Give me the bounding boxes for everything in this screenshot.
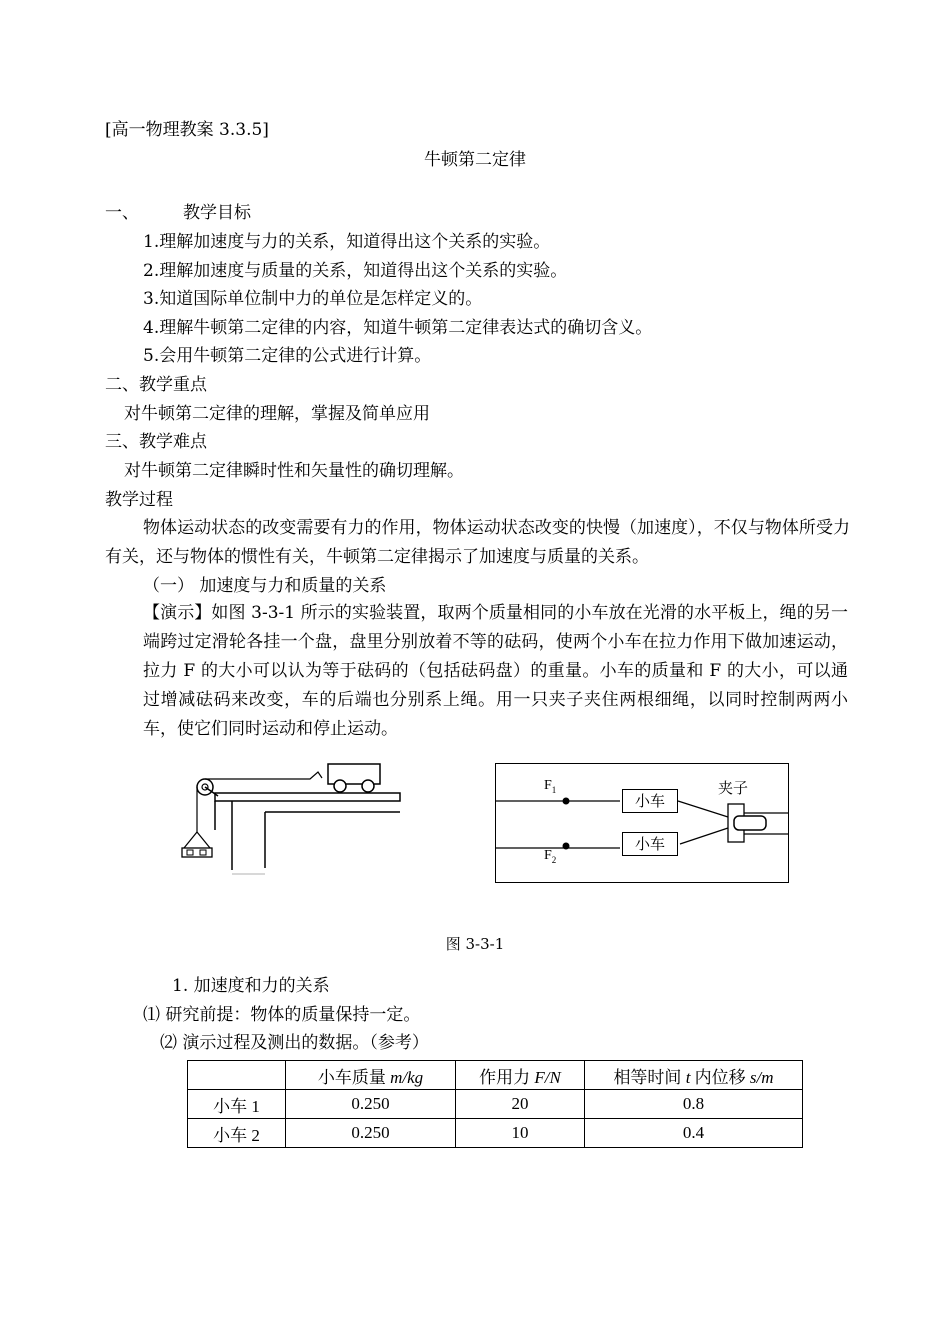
header-force-text: 作用力 — [479, 1067, 535, 1087]
header-mass-text: 小车质量 — [317, 1067, 391, 1087]
header-mass-unit: m/kg — [390, 1067, 424, 1087]
page-title-text: 牛顿第二定律 — [424, 150, 526, 170]
header-displacement — [585, 1061, 803, 1090]
table-row — [188, 1119, 803, 1148]
figure-caption-text: 图 3-3-1 — [445, 935, 505, 953]
process-intro: 物体运动状态的改变需要有力的作用，物体运动状态改变的快慢（加速度），不仅与物体所受力有关，还与物体的惯性有关，牛顿第二定律揭示了加速度与质量的关系。 — [105, 518, 850, 567]
table-top — [215, 793, 400, 801]
sub-heading: （一） 加速度与力和质量的关系 — [143, 576, 387, 596]
section3-body: 对牛顿第二定律瞬时性和矢量性的确切理解。 — [124, 461, 464, 481]
top-view-diagram — [495, 763, 789, 883]
table-row — [188, 1090, 803, 1119]
cell-displacement: 0.8 — [585, 1090, 803, 1119]
header-mass — [286, 1061, 456, 1090]
force-label-f1 — [544, 778, 556, 795]
header-disp-unit: s/m — [749, 1067, 774, 1087]
figure-caption — [0, 933, 950, 954]
demo-data-text: ⑵ 演示过程及测出的数据。（参考） — [160, 1033, 429, 1053]
clamp-label: 夹子 — [718, 779, 749, 797]
objective-item: 3.知道国际单位制中力的单位是怎样定义的。 — [143, 289, 483, 309]
objective-item: 2.理解加速度与质量的关系，知道得出这个关系的实验。 — [143, 261, 568, 281]
cart-2-box — [622, 832, 678, 856]
objective-item: 5.会用牛顿第二定律的公式进行计算。 — [143, 346, 432, 366]
subsection1-heading: 1. 加速度和力的关系 — [172, 976, 330, 996]
data-table — [187, 1060, 803, 1148]
string-knot-2 — [563, 843, 570, 850]
cart-1-box — [622, 789, 678, 813]
cell-force: 10 — [456, 1119, 585, 1148]
cell-name: 小车 1 — [188, 1090, 286, 1119]
f2-text: F — [544, 848, 552, 863]
header-disp-mid: 内位移 — [690, 1067, 750, 1087]
cart-2-label: 小车 — [634, 835, 665, 853]
header-empty — [188, 1061, 286, 1090]
f2-subscript: 2 — [551, 854, 557, 865]
section1-title: 教学目标 — [183, 203, 251, 223]
header-force-unit: F/N — [534, 1067, 561, 1087]
cell-force: 20 — [456, 1090, 585, 1119]
string — [205, 772, 322, 779]
table-header-row — [188, 1061, 803, 1090]
pulley-apparatus-diagram — [170, 750, 410, 880]
cell-displacement: 0.4 — [585, 1119, 803, 1148]
premise-text: ⑴ 研究前提：物体的质量保持一定。 — [143, 1005, 421, 1025]
section2-body: 对牛顿第二定律的理解，掌握及简单应用 — [124, 404, 430, 424]
objective-item: 4.理解牛顿第二定律的内容，知道牛顿第二定律表达式的确切含义。 — [143, 318, 653, 338]
demo-paragraph: 【演示】如图 3-3-1 所示的实验装置，取两个质量相同的小车放在光滑的水平板上，绳的另一端跨过定滑轮各挂一个盘，盘里分别放着不等的砝码，使两个小车在拉力作用下做加速运动，拉力 F 的大小可以认为等于砝码的（包括砝码盘）的重量。小车的质量和 F 的大小，可以通过增减砝码来改变，车的后端也分别系上绳。用一只夹子夹住两根细绳，以同时控制两两小车，使它们同时运动和停止运动。 — [143, 603, 848, 739]
objective-item: 1.理解加速度与力的关系，知道得出这个关系的实验。 — [143, 232, 551, 252]
header-disp-text: 相等时间 — [613, 1067, 686, 1087]
cart-1-label: 小车 — [634, 792, 665, 810]
string-knot-1 — [563, 798, 570, 805]
section3-heading: 三、教学难点 — [105, 432, 207, 452]
header-tag: [高一物理教案 3.3.5] — [105, 120, 269, 140]
cell-mass: 0.250 — [286, 1119, 456, 1148]
header-disp-t: t — [685, 1067, 691, 1087]
process-heading: 教学过程 — [105, 490, 173, 510]
f1-subscript: 1 — [551, 784, 557, 795]
cell-name: 小车 2 — [188, 1119, 286, 1148]
section2-heading: 二、教学重点 — [105, 375, 207, 395]
page-title — [0, 145, 950, 170]
cell-mass: 0.250 — [286, 1090, 456, 1119]
f1-text: F — [544, 778, 552, 793]
section1-heading — [105, 199, 251, 227]
section1-number: 一、 — [105, 203, 139, 223]
clamp-jaw — [734, 816, 766, 830]
force-label-f2 — [544, 848, 556, 865]
header-force — [456, 1061, 585, 1090]
